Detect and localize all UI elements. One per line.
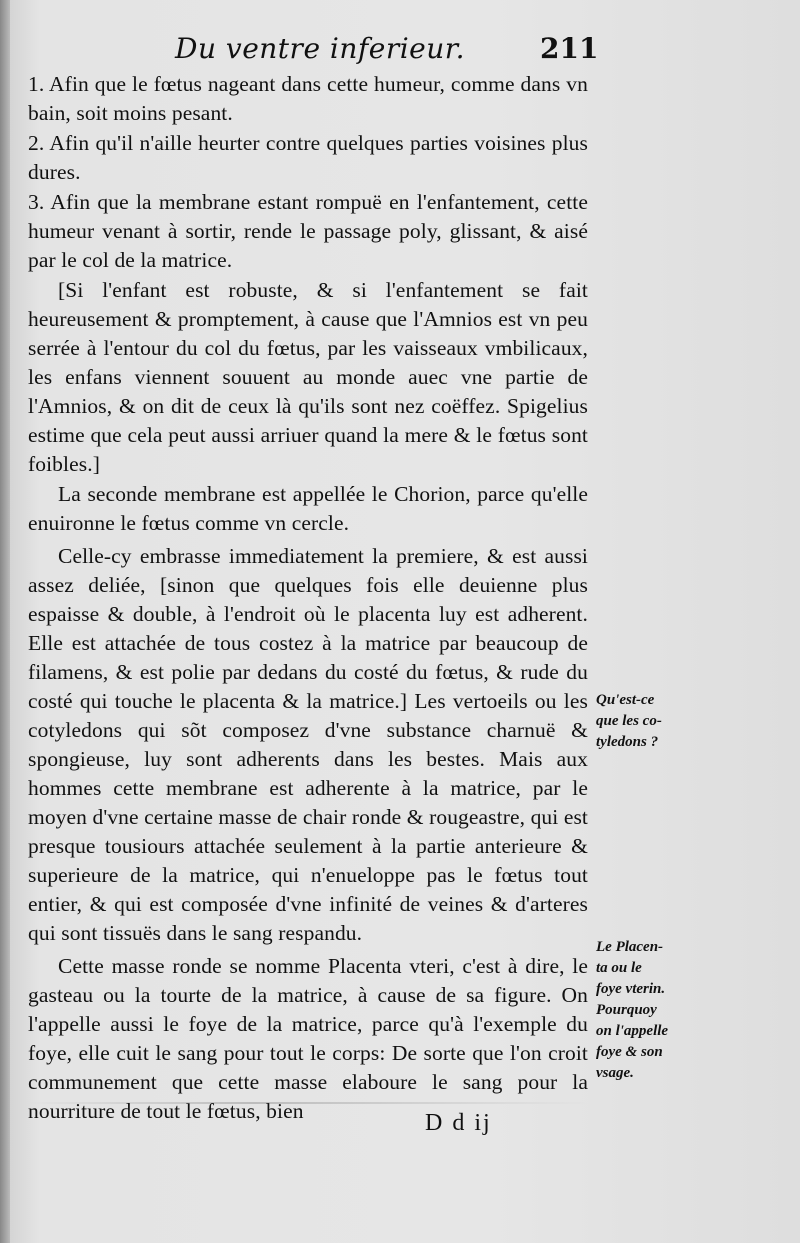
bottom-rule: [28, 1102, 588, 1104]
margin-note-line: foye & son: [596, 1044, 663, 1060]
signature-mark: D d ij: [425, 1110, 492, 1136]
paragraph-amnios: [Si l'enfant est robuste, & si l'enfantement se fait heureusement & promptement, à cause que l'Amnios est vn peu serrée à l'entour du col du fœtus, par les vaisseaux vmbilicaux, les enfans viennent souuent au monde auec vne partie de l'Amnios, & on dit de ceux là qu'ils sont nez coëffez. Spigelius estime que cela peut aussi arriuer quand la mere & le fœtus sont foibles.]: [28, 278, 588, 476]
page-number: 211: [540, 32, 599, 65]
body-text: [28, 70, 588, 1127]
margin-note-line: tyledons ?: [596, 734, 659, 750]
running-head: Du ventre inferieur.: [175, 32, 465, 65]
paragraph-chorion: La seconde membrane est appellée le Chorion, parce qu'elle enuironne le fœtus comme vn cercle.: [28, 482, 588, 535]
margin-note-placenta: [596, 937, 696, 1084]
paragraph-placenta: Cette masse ronde se nomme Placenta vteri, c'est à dire, le gasteau ou la tourte de la matrice, à cause de sa figure. On l'appelle aussi le foye de la matrice, parce qu'à l'exemple du foye, elle cuit le sang pour tout le corps: De sorte que l'on croit communement que cette masse elaboure le sang pour la nourriture de tout le fœtus, bien: [28, 954, 588, 1123]
margin-note-line: foye vterin.: [596, 981, 666, 997]
margin-note-line: Le Placen-: [596, 939, 664, 955]
paragraph-chorion-detail: Celle-cy embrasse immediatement la premiere, & est aussi assez deliée, [sinon que quelques fois elle deuienne plus espaisse & double, à l'endroit où le placenta luy est adherent. Elle est attachée de tous costez à la matrice par beaucoup de filamens, & est polie par dedans du costé du fœtus, & rude du costé qui touche le placenta & la matrice.] Les vertoeils ou les cotyledons qui sõt composez d'vne substance charnuë & spongieuse, luy sont adherents dans les bestes. Mais aux hommes cette membrane est adherente à la matrice, par le moyen d'vne certaine masse de chair ronde & rougeastre, qui est presque tousiours attachée seulement à la partie anterieure & superieure de la matrice, qui n'enueloppe pas le fœtus tout entier, & qui est composée d'vne infinité de veines & d'arteres qui sont tissuës dans le sang respandu.: [28, 544, 589, 945]
margin-note-line: ta ou le: [596, 960, 642, 976]
margin-note-line: Pourquoy: [596, 1002, 657, 1018]
margin-note-line: on l'appelle: [596, 1023, 669, 1039]
page-gutter: [0, 0, 10, 1243]
paragraph-reason-1: 1. Afin que le fœtus nageant dans cette humeur, comme dans vn bain, soit moins pesant.: [28, 72, 588, 125]
margin-note-line: que les co-: [596, 713, 662, 729]
margin-note-line: Qu'est-ce: [596, 692, 655, 708]
margin-note-cotyledons: [596, 690, 696, 753]
page-header: [40, 28, 600, 68]
paragraph-reason-2: 2. Afin qu'il n'aille heurter contre quelques parties voisines plus dures.: [28, 131, 588, 184]
margin-note-line: vsage.: [596, 1065, 634, 1081]
paragraph-reason-3: 3. Afin que la membrane estant rompuë en l'enfantement, cette humeur venant à sortir, rende le passage poly, glissant, & aisé par le col de la matrice.: [28, 190, 588, 272]
